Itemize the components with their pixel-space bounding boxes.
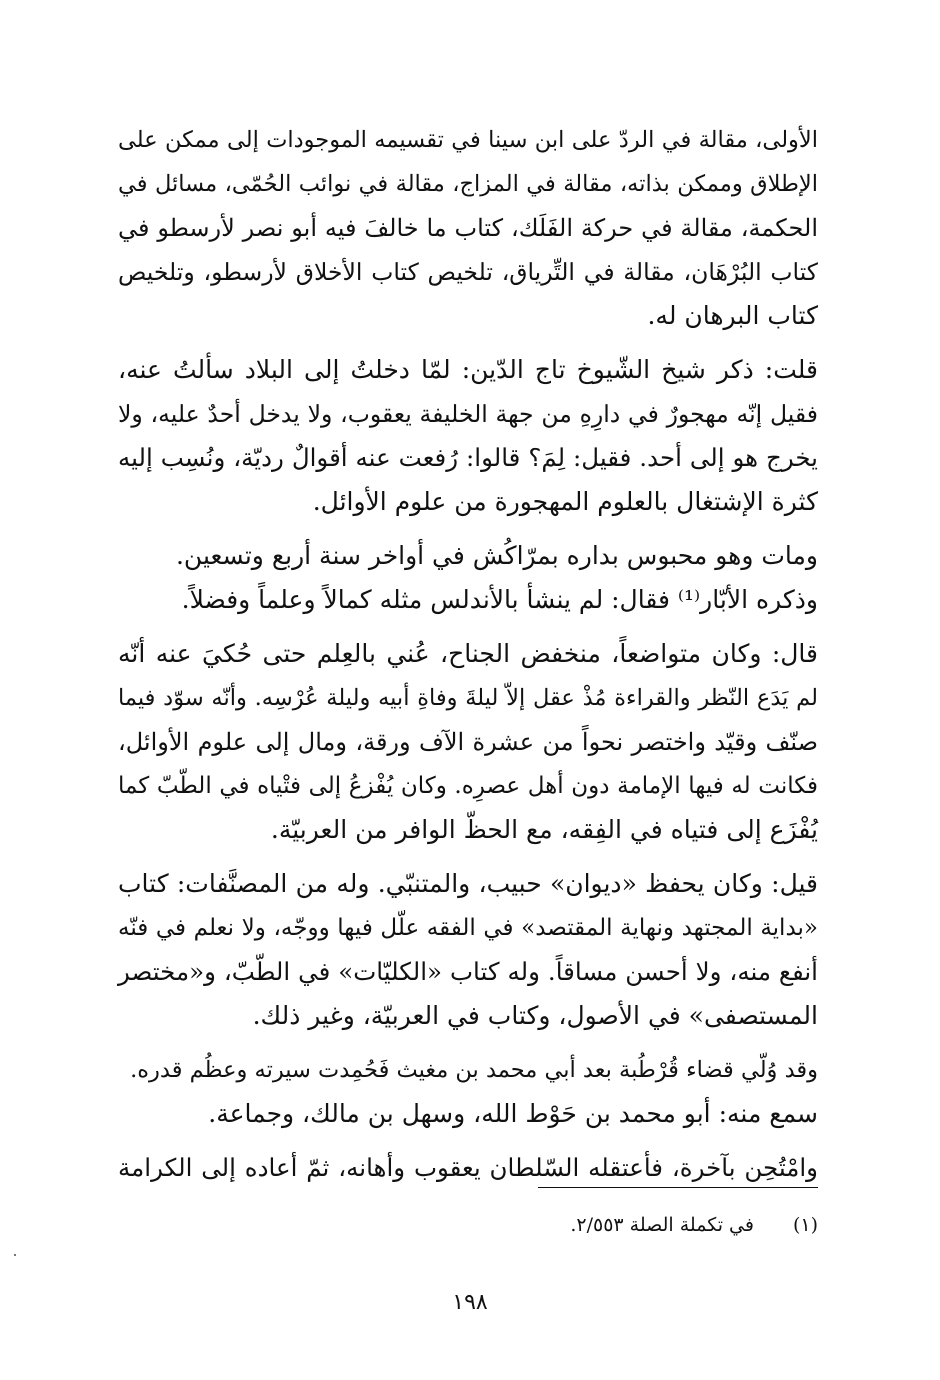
text-line: المستصفى» في الأصول، وكتاب في العربيّة، وغير ذلك. [252,1001,818,1030]
text-line: صنّف وقيّد واختصر نحواً من عشرة الآف ورقة، ومال إلى علوم الأوائل، [118,728,818,756]
text-line: الإطلاق وممكن بذاته، مقالة في المزاج، مقالة في نوائب الحُمّى، مسائل في [118,171,818,197]
paragraph-1 [118,118,818,338]
text-line: وامْتُحِن بآخرة، فأعتقله السّلطان يعقوب وأهانه، ثمّ أعاده إلى الكرامة [118,1153,818,1182]
text-line: فقيل إنّه مهجورٌ في دارِهِ من جهة الخليفة يعقوب، ولا يدخل أحدٌ عليه، ولا [118,400,818,428]
text-line: أنفع منه، ولا أحسن مساقاً. وله كتاب «الكليّات» في الطّبّ، و«مختصر [118,957,818,986]
paragraph-7 [118,1146,818,1190]
text-line: كتاب البرهان له. [647,301,818,330]
text-line: قال: وكان متواضعاً، منخفض الجناح، عُني بالعِلم حتى حُكيَ عنه أنّه [118,639,818,668]
text-line: يُفْزَع إلى فتياه في الفِقه، مع الحظّ الوافر من العربيّة. [270,815,818,844]
paragraph-6 [118,1048,818,1136]
text-line: ومات وهو محبوس بداره بمرّاكُش في أواخر سنة أربع وتسعين. [175,541,818,570]
scan-speck [14,1254,16,1256]
paragraph-2 [118,348,818,524]
text-line: قيل: وكان يحفظ «ديوان» حبيب، والمتنبّي. وله من المصنَّفات: كتاب [118,869,818,898]
text-line: الحكمة، مقالة في حركة الفَلَك، كتاب ما خالفَ فيه أبو نصر لأرسطو في [118,214,818,242]
paragraph-5 [118,862,818,1038]
paragraph-4 [118,632,818,852]
text-line: وذكره الأبّار⁽¹⁾ فقال: لم ينشأ بالأندلس مثله كمالاً وعلماً وفضلاً. [181,585,818,614]
paragraph-3 [118,534,818,622]
text-line: يخرج هو إلى أحد. فقيل: لِمَ؟ قالوا: رُفعت عنه أقوالٌ رديّة، ونُسِب إليه [118,443,818,472]
text-line: وقد وُلّي قضاء قُرْطُبة بعد أبي محمد بن مغيث فَحُمِدت سيرته وعظُم قدره. [130,1057,818,1083]
footnote-number: (١) [792,1214,818,1236]
text-line: الأولى، مقالة في الردّ على ابن سينا في تقسيمه الموجودات إلى ممكن على [118,127,818,153]
text-line: «بداية المجتهد ونهاية المقتصد» في الفقه علّل فيها ووجّه، ولا نعلم في فنّه [118,915,818,941]
text-line: فكانت له فيها الإمامة دون أهل عصرِه. وكان يُفْزعُ إلى فتْياه في الطّبّ كما [118,773,818,799]
text-line: سمع منه: أبو محمد بن حَوْط الله، وسهل بن مالك، وجماعة. [208,1099,818,1128]
page-number: ١٩٨ [452,1290,488,1315]
text-line: لم يَدَع النّظر والقراءة مُذْ عقل إلاّ ليلةَ وفاةِ أبيه وليلة عُرْسِه. وأنّه سوّد فيما [118,685,818,711]
footnote-divider [538,1187,818,1188]
main-text [118,118,818,1190]
footnote [118,1210,818,1240]
footnote-text: في تكملة الصلة ٢/٥٥٣. [570,1214,754,1236]
text-line: قلت: ذكر شيخ الشّيوخ تاج الدّين: لمّا دخلتُ إلى البلاد سألتُ عنه، [118,355,818,384]
text-line: كثرة الإشتغال بالعلوم المهجورة من علوم الأوائل. [312,487,818,516]
text-line: كتاب البُرْهَان، مقالة في التِّرياق، تلخيص كتاب الأخلاق لأرسطو، وتلخيص [118,258,818,286]
